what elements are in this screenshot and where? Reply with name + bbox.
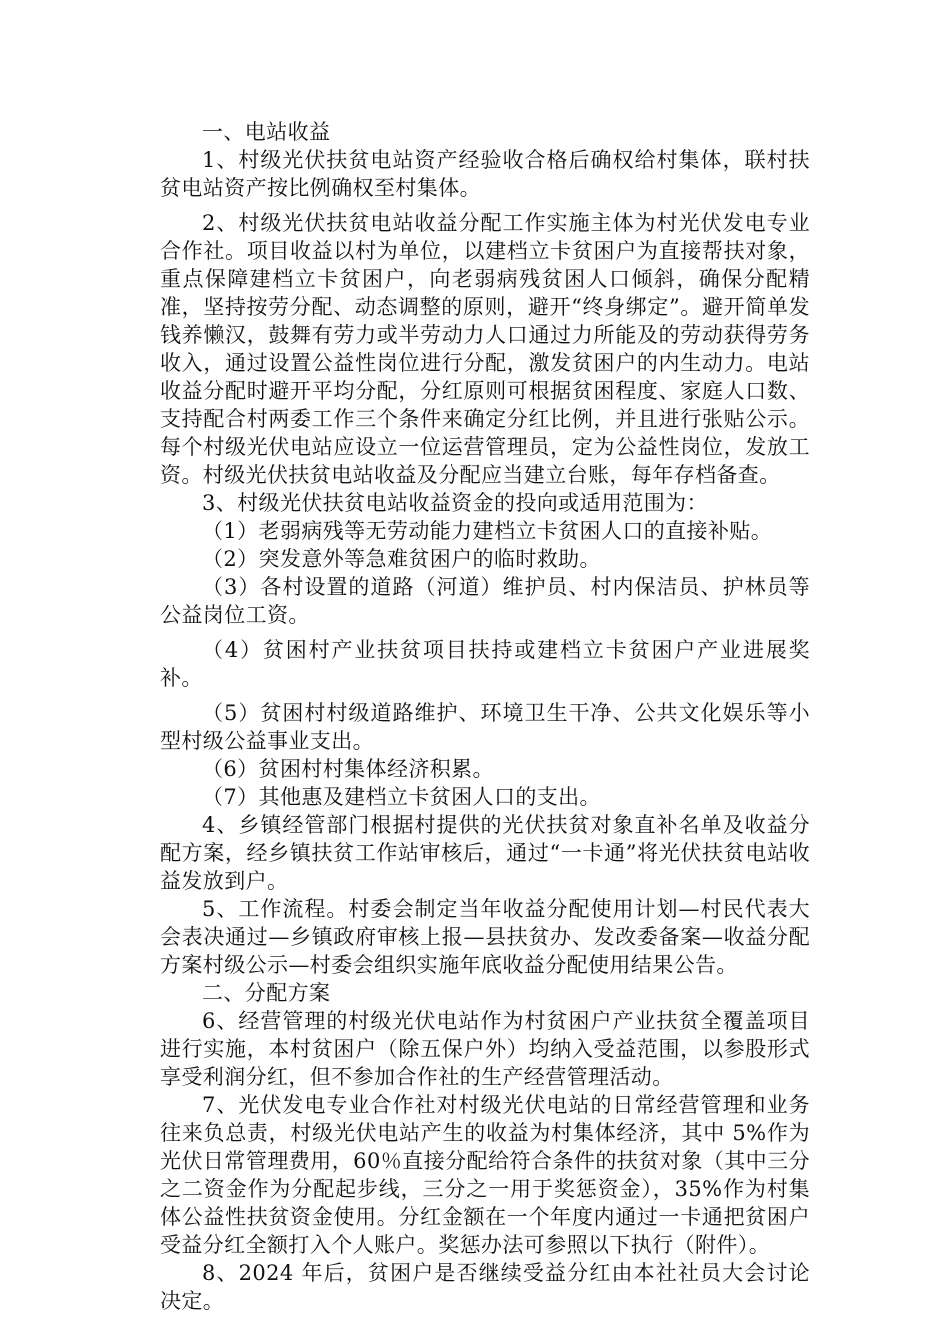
- section-heading-distribution-plan: 二、分配方案: [202, 981, 331, 1005]
- paragraph-4: 4、乡镇经管部门根据村提供的光伏扶贫对象直补名单及收益分配方案，经乡镇扶贫工作站审核后，通过“一卡通”将光伏扶贫电站收益发放到户。: [160, 813, 810, 893]
- list-item-4: （4）贫困村产业扶贫项目扶持或建档立卡贫困户产业进展奖补。: [160, 638, 810, 690]
- paragraph-2: 2、村级光伏扶贫电站收益分配工作实施主体为村光伏发电专业合作社。项目收益以村为单位，以建档立卡贫困户为直接帮扶对象，重点保障建档立卡贫困户，向老弱病残贫困人口倾斜，确保分配精准，坚持按劳分配、动态调整的原则，避开“终身绑定”。避开简单发钱养懒汉，鼓舞有劳力或半劳动力人口通过力所能及的劳动获得劳务收入，通过设置公益性岗位进行分配，激发贫困户的内生动力。电站收益分配时避开平均分配，分红原则可根据贫困程度、家庭人口数、支持配合村两委工作三个条件来确定分红比例，并且进行张贴公示。每个村级光伏电站应设立一位运营管理员，定为公益性岗位，发放工资。村级光伏扶贫电站收益及分配应当建立台账，每年存档备查。: [160, 211, 810, 487]
- paragraph-5: 5、工作流程。村委会制定当年收益分配使用计划—村民代表大会表决通过—乡镇政府审核上报—县扶贫办、发改委备案—收益分配方案村级公示—村委会组织实施年底收益分配使用结果公告。: [160, 897, 810, 977]
- section-heading-station-income: 一、电站收益: [202, 120, 331, 144]
- list-item-5: （5）贫困村村级道路维护、环境卫生干净、公共文化娱乐等小型村级公益事业支出。: [160, 701, 810, 753]
- list-item-3: （3）各村设置的道路（河道）维护员、村内保洁员、护林员等公益岗位工资。: [160, 575, 810, 627]
- paragraph-1: 1、村级光伏扶贫电站资产经验收合格后确权给村集体，联村扶贫电站资产按比例确权至村集体。: [160, 148, 810, 200]
- paragraph-3: 3、村级光伏扶贫电站收益资金的投向或适用范围为：: [202, 491, 708, 515]
- paragraph-6: 6、经营管理的村级光伏电站作为村贫困户产业扶贫全覆盖项目进行实施，本村贫困户（除五保户外）均纳入受益范围，以参股形式享受利润分红，但不参加合作社的生产经营管理活动。: [160, 1009, 810, 1089]
- list-item-6: （6）贫困村村集体经济积累。: [202, 757, 494, 781]
- list-item-1: （1）老弱病残等无劳动能力建档立卡贫困人口的直接补贴。: [202, 519, 773, 543]
- list-item-2: （2）突发意外等急难贫困户的临时救助。: [202, 547, 601, 571]
- list-item-7: （7）其他惠及建档立卡贫困人口的支出。: [202, 785, 601, 809]
- document-page: [160, 118, 810, 1315]
- paragraph-8: 8、2024 年后，贫困户是否继续受益分红由本社社员大会讨论决定。: [160, 1261, 810, 1313]
- paragraph-7: 7、光伏发电专业合作社对村级光伏电站的日常经营管理和业务往来负总责，村级光伏电站产生的收益为村集体经济，其中 5%作为光伏日常管理费用，60％直接分配给符合条件的扶贫对象（其中三分之二资金作为分配起步线，三分之一用于奖惩资金），35%作为村集体公益性扶贫资金使用。分红金额在一个年度内通过一卡通把贫困户受益分红全额打入个人账户。奖惩办法可参照以下执行（附件）。: [160, 1093, 810, 1257]
